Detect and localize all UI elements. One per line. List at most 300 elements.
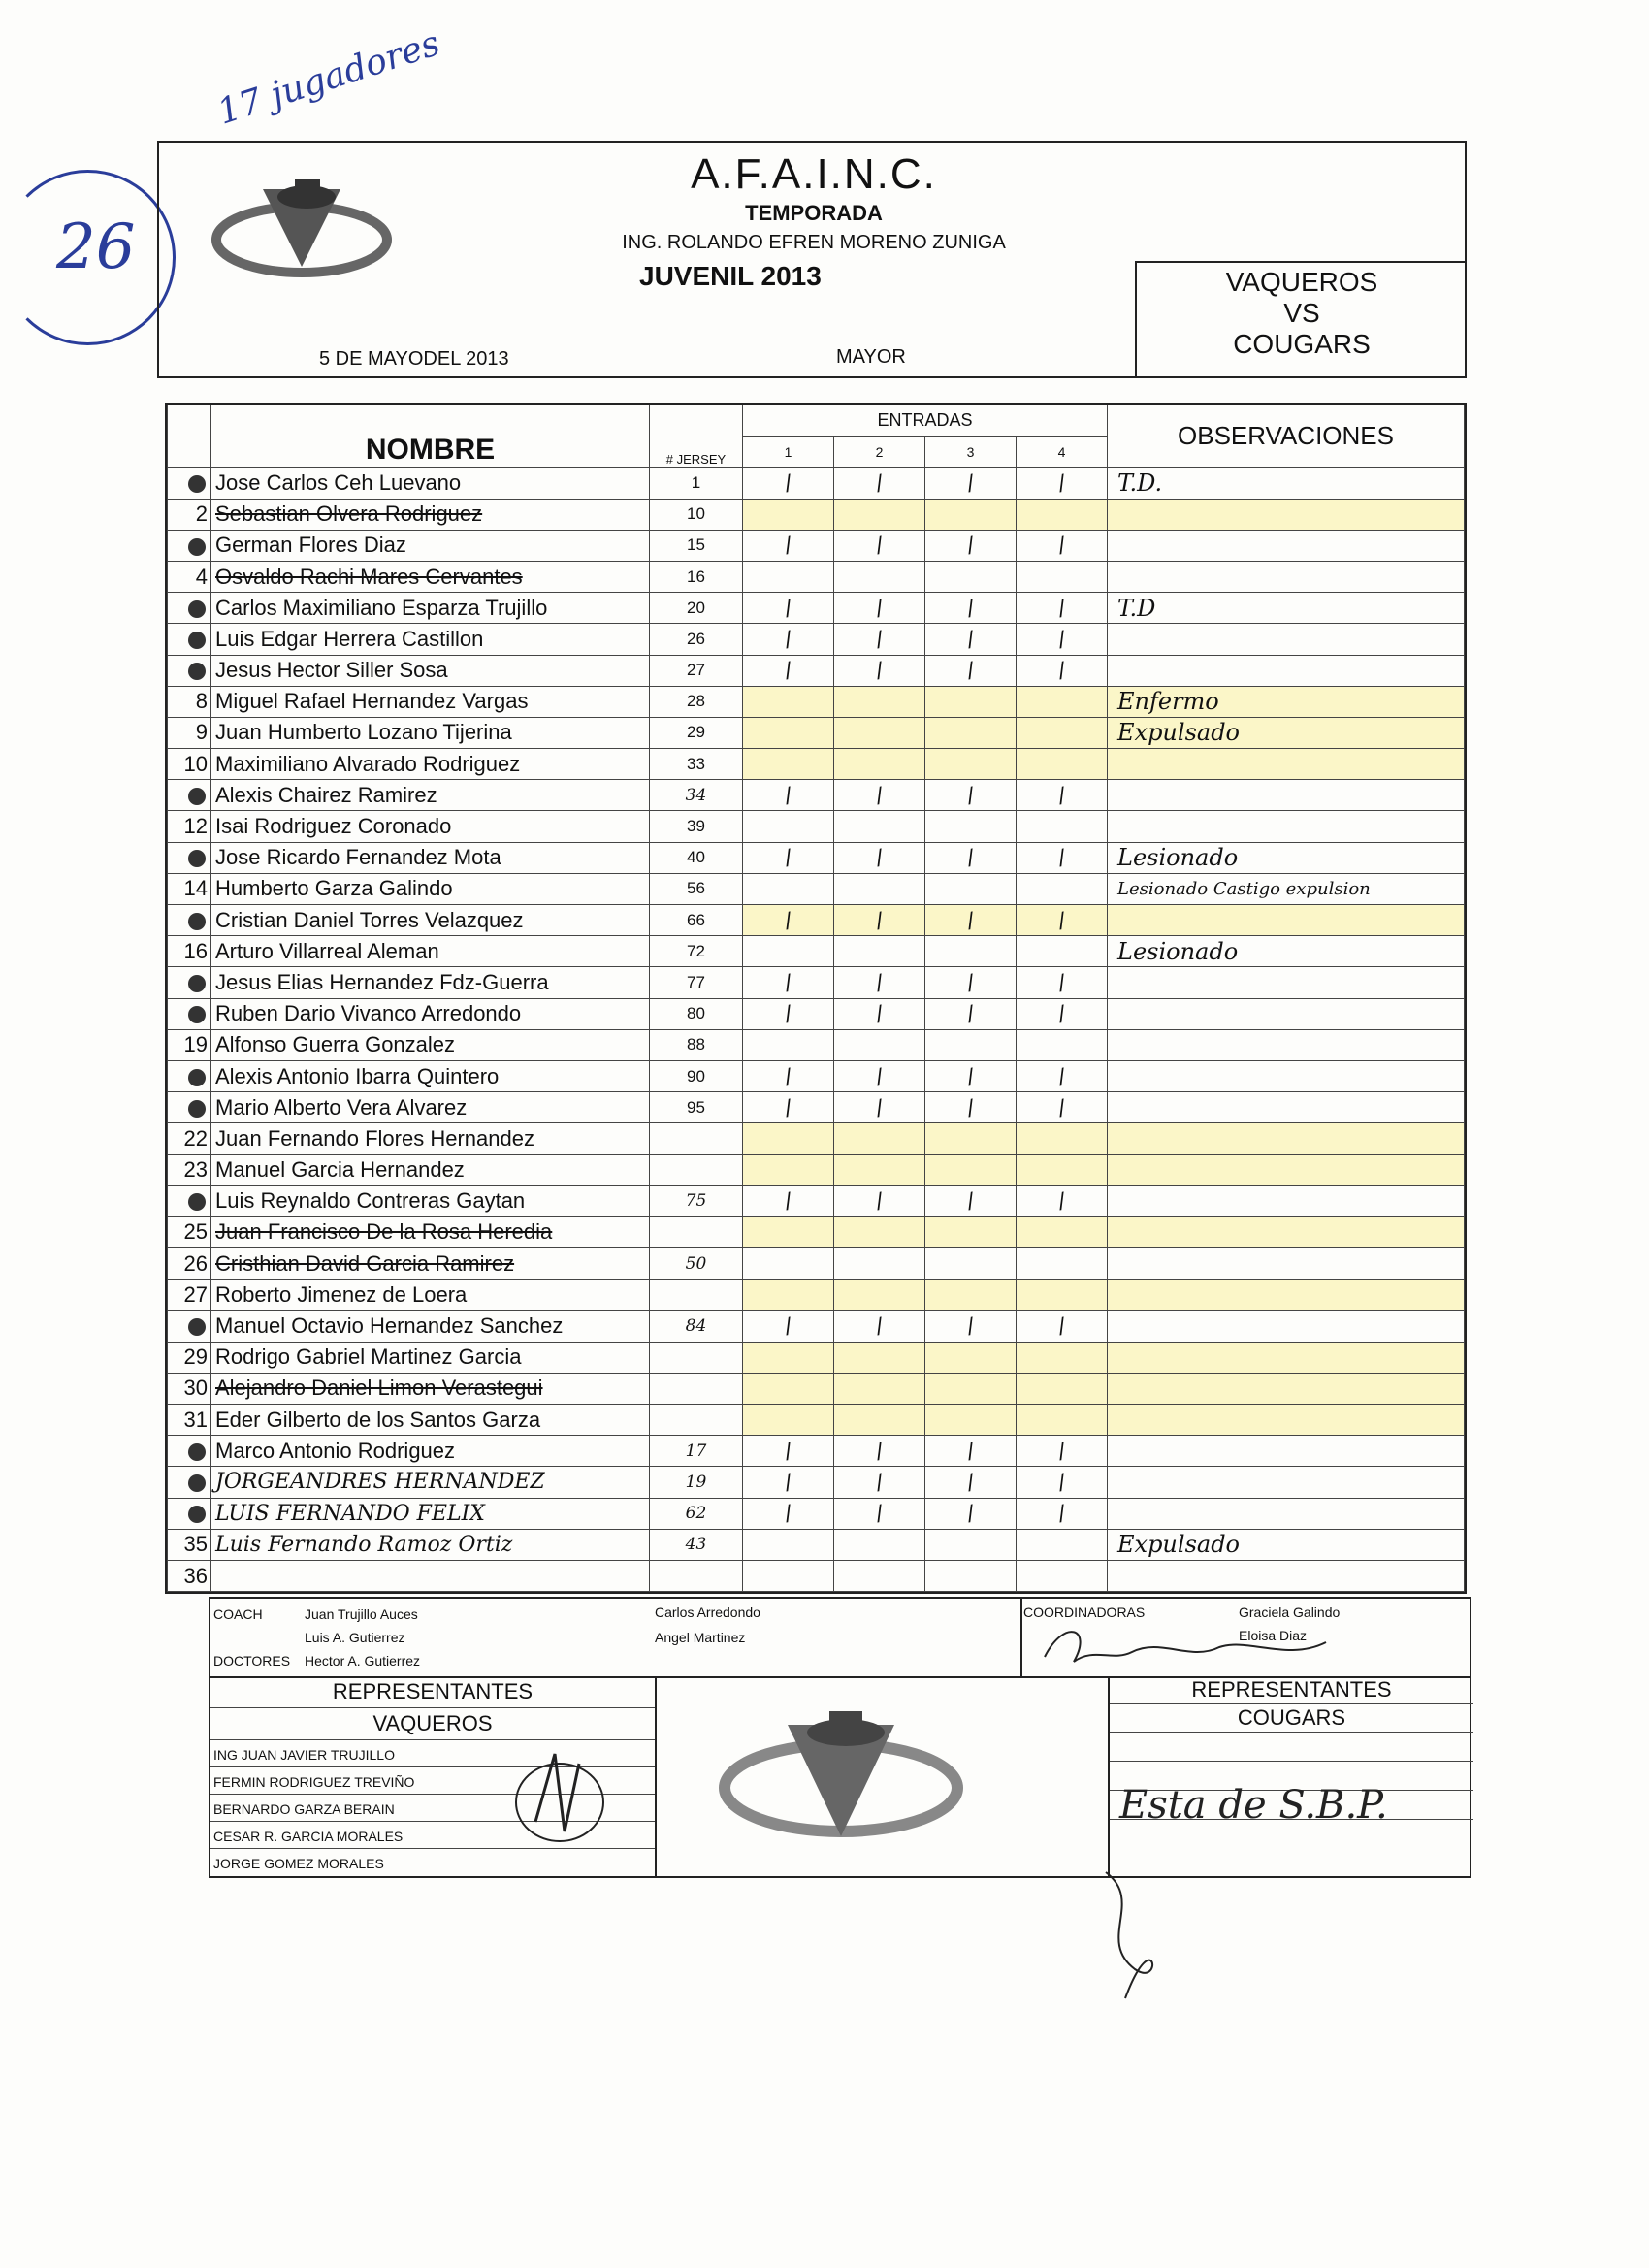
table-row (168, 1060, 1465, 1091)
jersey-number: 15 (650, 530, 743, 561)
check-mark: / (782, 1501, 794, 1527)
player-name: Rodrigo Gabriel Martinez Garcia (211, 1342, 650, 1373)
inning-2-cell (834, 1060, 925, 1091)
inning-4-cell (1017, 593, 1108, 624)
row-number (168, 468, 211, 499)
inning-1-cell (743, 1467, 834, 1498)
observation (1108, 1185, 1465, 1216)
cougars-signature-text: Esta de S.B.P. (1119, 1783, 1388, 1828)
inning-1-cell (743, 1529, 834, 1560)
check-mark: / (873, 970, 886, 996)
inning-1-cell (743, 561, 834, 592)
inning-4-cell (1017, 1123, 1108, 1154)
table-row (168, 967, 1465, 998)
check-mark: / (1055, 1470, 1068, 1496)
row-number: 8 (168, 686, 211, 717)
check-mark: / (964, 658, 977, 684)
jersey-number: 28 (650, 686, 743, 717)
jersey-number: 77 (650, 967, 743, 998)
jersey-header: # JERSEY (650, 405, 743, 468)
table-row (168, 561, 1465, 592)
observation (1108, 967, 1465, 998)
inning-3-cell (925, 873, 1017, 904)
coach-1: Juan Trujillo Auces (305, 1606, 418, 1622)
table-row (168, 1280, 1465, 1311)
check-mark: / (964, 1001, 977, 1027)
jersey-number: 1 (650, 468, 743, 499)
inning-1-cell (743, 1311, 834, 1342)
inning-1-cell (743, 1092, 834, 1123)
player-icon (188, 600, 206, 618)
table-row (168, 1467, 1465, 1498)
jersey-number (650, 1342, 743, 1373)
staff-row (210, 1599, 1471, 1678)
observation (1108, 1467, 1465, 1498)
observation (1108, 1216, 1465, 1247)
table-row (168, 1436, 1465, 1467)
jersey-number (650, 1373, 743, 1404)
inning-2-cell (834, 717, 925, 748)
inning-3-cell (925, 593, 1017, 624)
player-name: Mario Alberto Vera Alvarez (211, 1092, 650, 1123)
inning-1-cell (743, 717, 834, 748)
check-mark: / (1055, 627, 1068, 653)
observation (1108, 655, 1465, 686)
jersey-number: 84 (650, 1311, 743, 1342)
category-year: JUVENIL 2013 (639, 261, 822, 291)
check-mark: / (873, 1064, 886, 1089)
jersey-number: 62 (650, 1498, 743, 1529)
player-name: Luis Fernando Ramoz Ortiz (211, 1529, 650, 1560)
check-mark: / (782, 970, 794, 996)
table-row (168, 655, 1465, 686)
inning-2-cell (834, 1529, 925, 1560)
inning-4-cell (1017, 655, 1108, 686)
inning-1-cell (743, 1436, 834, 1467)
inning-1-cell (743, 780, 834, 811)
check-mark: / (1055, 596, 1068, 622)
observation: Enfermo (1108, 686, 1465, 717)
inning-4-cell (1017, 1529, 1108, 1560)
inning-1-cell (743, 1248, 834, 1280)
row-number (168, 530, 211, 561)
check-mark: / (1055, 845, 1068, 871)
reps-vaqueros (210, 1676, 657, 1878)
observation (1108, 1123, 1465, 1154)
table-row (168, 1405, 1465, 1436)
row-number: 16 (168, 936, 211, 967)
jersey-number: 29 (650, 717, 743, 748)
table-row (168, 530, 1465, 561)
inning-3-cell (925, 1248, 1017, 1280)
vs-label: VS (1283, 298, 1320, 328)
table-row (168, 905, 1465, 936)
check-mark: / (782, 533, 794, 559)
player-icon (188, 850, 206, 867)
row-number: 31 (168, 1405, 211, 1436)
check-mark: / (782, 596, 794, 622)
row-number: 2 (168, 499, 211, 530)
inning-4-cell (1017, 1060, 1108, 1091)
check-mark: / (1055, 908, 1068, 934)
check-mark: / (1055, 1095, 1068, 1121)
num-header (168, 405, 211, 468)
observation (1108, 1248, 1465, 1280)
player-icon (188, 1474, 206, 1492)
table-row (168, 593, 1465, 624)
observation: Lesionado (1108, 842, 1465, 873)
inning-3-cell (925, 1280, 1017, 1311)
coordinator-signature (1035, 1618, 1355, 1676)
observation: Expulsado (1108, 1529, 1465, 1560)
player-icon (188, 632, 206, 649)
home-team: VAQUEROS (1225, 267, 1378, 297)
inning-3-cell (925, 1498, 1017, 1529)
jersey-number: 56 (650, 873, 743, 904)
jersey-number: 20 (650, 593, 743, 624)
check-mark: / (873, 1439, 886, 1465)
inning-1-cell (743, 1060, 834, 1091)
player-name: Arturo Villarreal Aleman (211, 936, 650, 967)
inning-2-cell (834, 1029, 925, 1060)
jersey-number: 17 (650, 1436, 743, 1467)
inning-4-cell (1017, 998, 1108, 1029)
inning-3-cell (925, 1185, 1017, 1216)
player-icon (188, 1006, 206, 1023)
inning-3-cell (925, 1373, 1017, 1404)
check-mark: / (873, 845, 886, 871)
player-name: Cristhian David Garcia Ramirez (211, 1248, 650, 1280)
inning-1-cell (743, 1216, 834, 1247)
observation (1108, 905, 1465, 936)
check-mark: / (873, 1188, 886, 1215)
row-number (168, 905, 211, 936)
observation (1108, 1342, 1465, 1373)
player-icon (188, 1069, 206, 1086)
inning-1-cell (743, 686, 834, 717)
reps-team-home: VAQUEROS (210, 1708, 655, 1740)
inning-2-cell (834, 624, 925, 655)
rep-home-4: CESAR R. GARCIA MORALES (210, 1822, 655, 1849)
inning-1-cell (743, 1154, 834, 1185)
check-mark: / (964, 1188, 977, 1215)
inning-4-cell (1017, 1560, 1108, 1591)
doctor-1: Hector A. Gutierrez (305, 1653, 421, 1669)
check-mark: / (964, 845, 977, 871)
staff-2b: Angel Martinez (655, 1630, 746, 1645)
check-mark: / (964, 533, 977, 559)
jersey-number: 40 (650, 842, 743, 873)
player-icon (188, 475, 206, 493)
check-mark: / (964, 1095, 977, 1121)
row-number: 10 (168, 749, 211, 780)
rep-away-line-1 (1110, 1733, 1473, 1762)
coord-2: Eloisa Diaz (1239, 1628, 1308, 1643)
check-mark: / (964, 1439, 977, 1465)
handwritten-note-top: 17 jugadores (212, 23, 445, 133)
inning-3-cell (925, 842, 1017, 873)
jersey-number (650, 1123, 743, 1154)
inning-4-cell (1017, 624, 1108, 655)
jersey-number: 19 (650, 1467, 743, 1498)
entradas-header: ENTRADAS (743, 405, 1108, 437)
inning-2-cell (834, 1373, 925, 1404)
inning-2-cell (834, 1436, 925, 1467)
check-mark: / (1055, 1188, 1068, 1215)
table-row (168, 1154, 1465, 1185)
table-row (168, 1560, 1465, 1591)
row-number (168, 967, 211, 998)
check-mark: / (1055, 1064, 1068, 1089)
inning-1-cell (743, 1405, 834, 1436)
inning-2-cell (834, 1405, 925, 1436)
table-row (168, 1216, 1465, 1247)
inning-3-cell (925, 468, 1017, 499)
inning-4-cell (1017, 530, 1108, 561)
row-number (168, 655, 211, 686)
row-number (168, 1092, 211, 1123)
observation: Expulsado (1108, 717, 1465, 748)
check-mark: / (873, 908, 886, 934)
jersey-number: 33 (650, 749, 743, 780)
player-name: Ruben Dario Vivanco Arredondo (211, 998, 650, 1029)
inning-3-cell (925, 1467, 1017, 1498)
check-mark: / (964, 783, 977, 809)
check-mark: / (964, 470, 977, 497)
player-name: Jose Carlos Ceh Luevano (211, 468, 650, 499)
staff-divider (1020, 1599, 1022, 1676)
inning-3-cell (925, 1060, 1017, 1091)
player-icon (188, 1443, 206, 1461)
inning-2-cell (834, 1248, 925, 1280)
inning-3-cell (925, 530, 1017, 561)
reps-team-away: COUGARS (1110, 1704, 1473, 1733)
row-number: 19 (168, 1029, 211, 1060)
player-name: Alejandro Daniel Limon Verastegui (211, 1373, 650, 1404)
inning-4-cell (1017, 1248, 1108, 1280)
player-name: Alfonso Guerra Gonzalez (211, 1029, 650, 1060)
player-name: Sebastian Olvera Rodriguez (211, 499, 650, 530)
inning-2-cell (834, 967, 925, 998)
check-mark: / (964, 970, 977, 996)
check-mark: / (873, 1001, 886, 1027)
inning-2-cell (834, 1092, 925, 1123)
observation (1108, 780, 1465, 811)
jersey-number (650, 1405, 743, 1436)
inning-1-cell (743, 624, 834, 655)
inning-2-cell (834, 530, 925, 561)
inning-1-cell (743, 1029, 834, 1060)
vaqueros-signature (506, 1734, 613, 1851)
table-row (168, 468, 1465, 499)
table-row (168, 842, 1465, 873)
observation (1108, 1092, 1465, 1123)
observation (1108, 749, 1465, 780)
director-name: ING. ROLANDO EFREN MORENO ZUNIGA (622, 232, 1006, 253)
row-number: 30 (168, 1373, 211, 1404)
player-name: Cristian Daniel Torres Velazquez (211, 905, 650, 936)
inning-1-cell (743, 1280, 834, 1311)
check-mark: / (873, 596, 886, 622)
inning-1-cell (743, 1123, 834, 1154)
row-number: 14 (168, 873, 211, 904)
inning-2-cell (834, 1216, 925, 1247)
jersey-number: 43 (650, 1529, 743, 1560)
check-mark: / (782, 627, 794, 653)
doctores-label: DOCTORES (213, 1653, 291, 1669)
inning-4-cell (1017, 561, 1108, 592)
inning-4-cell (1017, 1280, 1108, 1311)
observation (1108, 1560, 1465, 1591)
check-mark: / (964, 596, 977, 622)
player-name: Maximiliano Alvarado Rodriguez (211, 749, 650, 780)
check-mark: / (964, 1501, 977, 1527)
inning-2-cell (834, 998, 925, 1029)
jersey-number: 95 (650, 1092, 743, 1123)
player-icon (188, 1506, 206, 1523)
inning-3-cell (925, 624, 1017, 655)
inning-1-cell (743, 967, 834, 998)
row-number (168, 1311, 211, 1342)
jersey-number: 88 (650, 1029, 743, 1060)
jersey-number: 10 (650, 499, 743, 530)
player-name: Alexis Chairez Ramirez (211, 780, 650, 811)
inning-2-cell (834, 499, 925, 530)
player-icon (188, 1193, 206, 1211)
inning-4-cell (1017, 499, 1108, 530)
table-row (168, 1029, 1465, 1060)
inning-2-cell (834, 1560, 925, 1591)
inning-4-cell (1017, 1154, 1108, 1185)
check-mark: / (873, 1501, 886, 1527)
player-icon (188, 913, 206, 930)
row-number (168, 1436, 211, 1467)
jersey-number: 34 (650, 780, 743, 811)
jersey-number: 66 (650, 905, 743, 936)
inning-3-header: 3 (925, 437, 1017, 468)
temporada-label: TEMPORADA (745, 201, 883, 225)
inning-2-cell (834, 1311, 925, 1342)
inning-3-cell (925, 561, 1017, 592)
jersey-number (650, 1154, 743, 1185)
rep-home-2: FERMIN RODRIGUEZ TREVIÑO (210, 1767, 655, 1795)
row-number: 35 (168, 1529, 211, 1560)
inning-1-cell (743, 1342, 834, 1373)
check-mark: / (782, 1470, 794, 1496)
inning-2-cell (834, 561, 925, 592)
inning-3-cell (925, 780, 1017, 811)
table-row (168, 811, 1465, 842)
player-name: Luis Reynaldo Contreras Gaytan (211, 1185, 650, 1216)
inning-1-cell (743, 1560, 834, 1591)
inning-2-cell (834, 936, 925, 967)
inning-4-cell (1017, 717, 1108, 748)
table-row (168, 717, 1465, 748)
inning-2-cell (834, 655, 925, 686)
check-mark: / (1055, 658, 1068, 684)
observation (1108, 1373, 1465, 1404)
inning-2-cell (834, 1342, 925, 1373)
check-mark: / (782, 1313, 794, 1340)
observation (1108, 1060, 1465, 1091)
reps-label-home: REPRESENTANTES (210, 1676, 655, 1708)
inning-4-cell (1017, 1216, 1108, 1247)
check-mark: / (782, 470, 794, 497)
inning-4-cell (1017, 1405, 1108, 1436)
inning-1-cell (743, 1185, 834, 1216)
observation (1108, 1405, 1465, 1436)
player-name: Juan Francisco De la Rosa Heredia (211, 1216, 650, 1247)
row-number (168, 593, 211, 624)
observation: T.D. (1108, 468, 1465, 499)
jersey-number: 26 (650, 624, 743, 655)
observation (1108, 1154, 1465, 1185)
rep-home-3: BERNARDO GARZA BERAIN (210, 1795, 655, 1822)
inning-3-cell (925, 1560, 1017, 1591)
observation (1108, 499, 1465, 530)
table-row (168, 936, 1465, 967)
inning-3-cell (925, 1123, 1017, 1154)
inning-4-cell (1017, 1436, 1108, 1467)
inning-3-cell (925, 1405, 1017, 1436)
inning-1-header: 1 (743, 437, 834, 468)
player-name: JORGEANDRES HERNANDEZ (211, 1467, 650, 1498)
inning-1-cell (743, 811, 834, 842)
jersey-number (650, 1280, 743, 1311)
check-mark: / (782, 845, 794, 871)
inning-1-cell (743, 655, 834, 686)
player-name: Manuel Garcia Hernandez (211, 1154, 650, 1185)
inning-2-cell (834, 873, 925, 904)
observation (1108, 1311, 1465, 1342)
player-name: LUIS FERNANDO FELIX (211, 1498, 650, 1529)
table-row (168, 499, 1465, 530)
inning-2-cell (834, 1498, 925, 1529)
player-icon (188, 1100, 206, 1118)
player-icon (188, 538, 206, 556)
check-mark: / (782, 1095, 794, 1121)
inning-1-cell (743, 499, 834, 530)
row-number: 27 (168, 1280, 211, 1311)
row-number (168, 1467, 211, 1498)
inning-1-cell (743, 998, 834, 1029)
jersey-number: 80 (650, 998, 743, 1029)
player-name: Eder Gilberto de los Santos Garza (211, 1405, 650, 1436)
observation (1108, 1436, 1465, 1467)
inning-2-header: 2 (834, 437, 925, 468)
inning-3-cell (925, 811, 1017, 842)
check-mark: / (873, 1470, 886, 1496)
check-mark: / (964, 1064, 977, 1089)
table-row (168, 624, 1465, 655)
inning-3-cell (925, 499, 1017, 530)
player-name: Manuel Octavio Hernandez Sanchez (211, 1311, 650, 1342)
check-mark: / (782, 1064, 794, 1089)
player-name: Miguel Rafael Hernandez Vargas (211, 686, 650, 717)
inning-4-header: 4 (1017, 437, 1108, 468)
observation (1108, 530, 1465, 561)
jersey-number: 90 (650, 1060, 743, 1091)
inning-2-cell (834, 842, 925, 873)
row-number (168, 624, 211, 655)
inning-3-cell (925, 1154, 1017, 1185)
player-name: Roberto Jimenez de Loera (211, 1280, 650, 1311)
player-name: Osvaldo Rachi Mares Cervantes (211, 561, 650, 592)
inning-4-cell (1017, 1342, 1108, 1373)
inning-1-cell (743, 749, 834, 780)
inning-3-cell (925, 1436, 1017, 1467)
inning-2-cell (834, 780, 925, 811)
